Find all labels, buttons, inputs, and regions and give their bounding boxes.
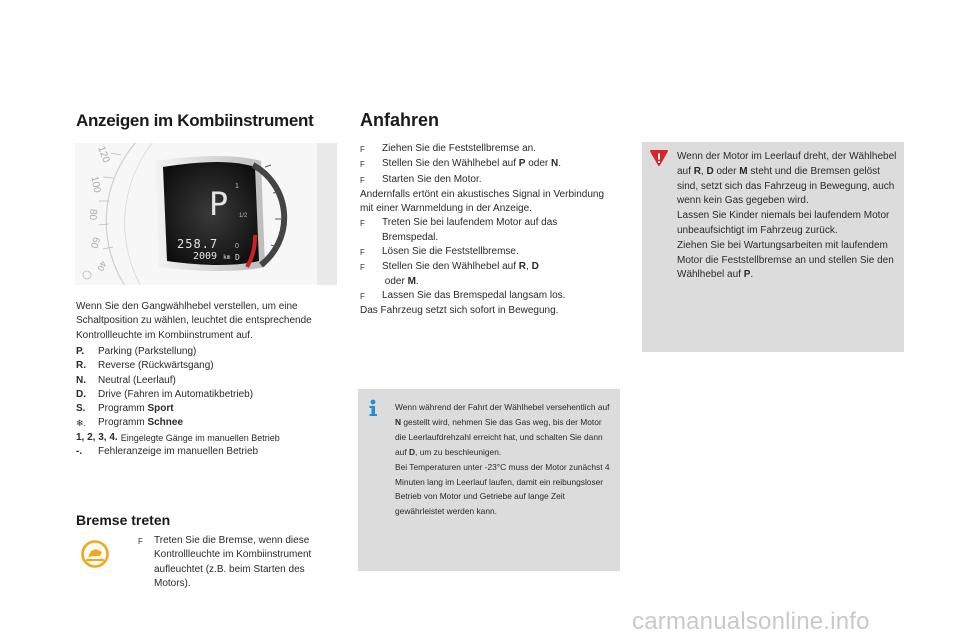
warning-text <box>677 150 900 283</box>
cluster-odometer: 258.7 <box>177 237 219 251</box>
legend-key: 1, 2, 3, 4. <box>76 431 118 443</box>
legend-text: Neutral (Leerlauf) <box>98 374 176 386</box>
step-text-part: . <box>558 158 562 170</box>
bullet-icon: F <box>360 145 365 154</box>
step-text-part: . <box>415 275 419 287</box>
info-text-bold: N <box>395 416 402 427</box>
step-text-bold: P <box>518 158 526 170</box>
cluster-scale-label-0: 120 <box>95 144 112 165</box>
instrument-cluster-image <box>75 143 337 285</box>
legend-item-s <box>76 402 346 416</box>
step-note: Andernfalls ertönt ein akustisches Signal in Verbindung mit einer Warnmeldung in der Anzeige. <box>360 188 605 215</box>
brake-pedal-warning-icon <box>81 540 109 568</box>
legend-text: Drive (Fahren im Automatikbetrieb) <box>98 388 254 400</box>
cluster-side-label-1: 1/2 <box>239 213 248 219</box>
warning-text-part: , <box>700 165 707 177</box>
warning-text-bold: D <box>706 165 714 177</box>
bullet-icon: F <box>360 175 365 185</box>
legend-text: Parking (Parkstellung) <box>98 346 197 357</box>
step-text-bold: N <box>551 158 559 170</box>
info-text-bold: D <box>408 446 416 457</box>
warning-text-part: Wenn der Motor im Leerlauf dreht, der Wählhebel auf <box>677 151 900 177</box>
step-text-part: , <box>526 261 532 273</box>
snowflake-icon: ❄. <box>76 418 87 429</box>
legend-item-gears <box>76 431 346 445</box>
legend-item-error <box>76 445 346 459</box>
cluster-scale-label-4: 40 <box>95 259 109 273</box>
step-text-bold: R <box>518 261 526 273</box>
cluster-trip <box>193 251 230 262</box>
bullet-icon: F <box>138 537 143 546</box>
cluster-trip-unit: km <box>223 254 231 261</box>
step-1 <box>360 142 610 157</box>
bullet-icon: F <box>360 160 365 170</box>
step-text-bold: D <box>531 261 539 273</box>
step-2 <box>360 157 610 172</box>
legend-text-bold: Sport <box>147 403 174 415</box>
brake-instruction-text: Treten Sie die Bremse, wenn diese Kontrollleuchte im Kombiinstrument aufleuchtet (z.B. beim Starten des Motors). <box>154 535 312 589</box>
step-text: Treten Sie bei laufendem Motor auf das Bremspedal. <box>382 217 558 243</box>
legend-key: P. <box>76 346 85 357</box>
step-text-bold: M <box>407 275 416 287</box>
cluster-scale-label-2: 80 <box>86 208 99 221</box>
cluster-side-label-0: 1 <box>235 183 239 190</box>
warning-text-part: . <box>750 269 754 281</box>
cluster-trip-value: 2009 <box>193 251 218 262</box>
legend-key: -. <box>76 446 83 458</box>
warning-text-part: Ziehen Sie bei Wartungsarbeiten mit laufendem Motor die Feststellbremse an und stellen Sie den Wählhebel auf <box>677 239 897 281</box>
brake-instruction <box>138 534 328 591</box>
legend-item-p <box>76 345 346 359</box>
step-6 <box>360 260 610 289</box>
warning-text-part: oder <box>713 165 740 177</box>
step-4 <box>360 216 610 245</box>
warning-text-part: Lassen Sie Kinder niemals bei laufendem Motor unbeaufsichtigt im Fahrzeug zurück. <box>677 210 890 236</box>
legend-text: Reverse (Rückwärtsgang) <box>98 360 214 372</box>
bullet-icon: F <box>360 291 365 301</box>
legend-item-r <box>76 359 346 373</box>
step-text: Lassen Sie das Bremspedal langsam los. <box>382 289 566 301</box>
gear-legend <box>76 345 346 459</box>
cluster-side-label-3: D <box>235 253 240 262</box>
legend-item-snow <box>76 416 346 430</box>
watermark-text: carmanualsonline.info <box>632 608 870 635</box>
cluster-side-label-2: 0 <box>235 243 239 250</box>
section-title-brake: Bremse treten <box>76 512 171 528</box>
legend-key: S. <box>76 403 86 415</box>
info-text-part: Bei Temperaturen unter -23°C muss der Motor zunächst 4 Minuten lang im Leerlauf laufen, damit ein reibungsloser Betrieb von Motor und Getriebe auf lange Zeit gewährleistet werden kann. <box>395 461 610 517</box>
legend-text: Fehleranzeige im manuellen Betrieb <box>98 446 259 458</box>
section-title-cluster: Anzeigen im Kombiinstrument <box>76 111 314 130</box>
info-text-part: gestellt wird, nehmen Sie das Gas weg, bis der Motor die Leerlaufdrehzahl erreicht hat, und schalten Sie dann auf <box>395 416 605 457</box>
step-text: Lösen Sie die Feststellbremse. <box>382 246 519 258</box>
legend-key: R. <box>76 360 86 372</box>
info-icon <box>365 399 381 417</box>
legend-text: Eingelegte Gänge im manuellen Betrieb <box>120 432 280 443</box>
legend-text-plain: Programm <box>98 417 148 429</box>
info-text <box>395 400 615 519</box>
warning-text-bold: R <box>693 165 701 177</box>
legend-text-plain: Programm <box>98 403 148 415</box>
legend-item-d <box>76 388 346 402</box>
warning-exclamation-icon <box>649 149 669 167</box>
start-steps <box>360 142 610 319</box>
cluster-scale-label-1: 100 <box>88 175 103 194</box>
step-text-part: oder <box>382 275 408 287</box>
step-text: Ziehen Sie die Feststellbremse an. <box>382 143 536 154</box>
step-text <box>382 157 561 172</box>
warning-text-bold: M <box>739 165 748 177</box>
legend-item-n <box>76 374 346 388</box>
warning-text-part: steht und die Bremsen gelöst sind, setzt sich das Fahrzeug in Bewegung, auch wenn kein Gas gegeben wird. <box>677 165 898 207</box>
cluster-gear-indicator: P <box>209 185 229 223</box>
step-result: Das Fahrzeug setzt sich sofort in Bewegung. <box>360 305 559 317</box>
legend-key: N. <box>76 374 86 386</box>
bullet-icon: F <box>360 263 365 273</box>
step-text-part: Stellen Sie den Wählhebel auf <box>382 261 519 273</box>
legend-key: D. <box>76 388 86 400</box>
section-title-start: Anfahren <box>360 110 440 130</box>
step-text <box>382 260 572 289</box>
cluster-scale-label-3: 60 <box>87 235 102 250</box>
legend-text-bold: Schnee <box>147 417 184 429</box>
bullet-icon: F <box>360 219 365 229</box>
step-text: Starten Sie den Motor. <box>382 173 482 185</box>
cluster-intro-text: Wenn Sie den Gangwählhebel verstellen, um eine Schaltposition zu wählen, leuchtet die entsprechende Kontrollleuchte im Kombiinstrument auf. <box>76 301 312 341</box>
step-3 <box>360 173 610 188</box>
step-7 <box>360 289 610 304</box>
warning-text-bold: P <box>743 269 751 281</box>
info-text-part: Wenn während der Fahrt der Wählhebel versehentlich auf <box>395 402 612 412</box>
step-5 <box>360 245 610 260</box>
step-text-part: oder <box>525 158 552 170</box>
bullet-icon: F <box>360 248 365 258</box>
legend-text <box>98 402 174 416</box>
legend-text <box>98 416 183 430</box>
step-text-part: Stellen Sie den Wählhebel auf <box>382 158 519 170</box>
info-text-part: , um zu beschleunigen. <box>415 446 502 457</box>
